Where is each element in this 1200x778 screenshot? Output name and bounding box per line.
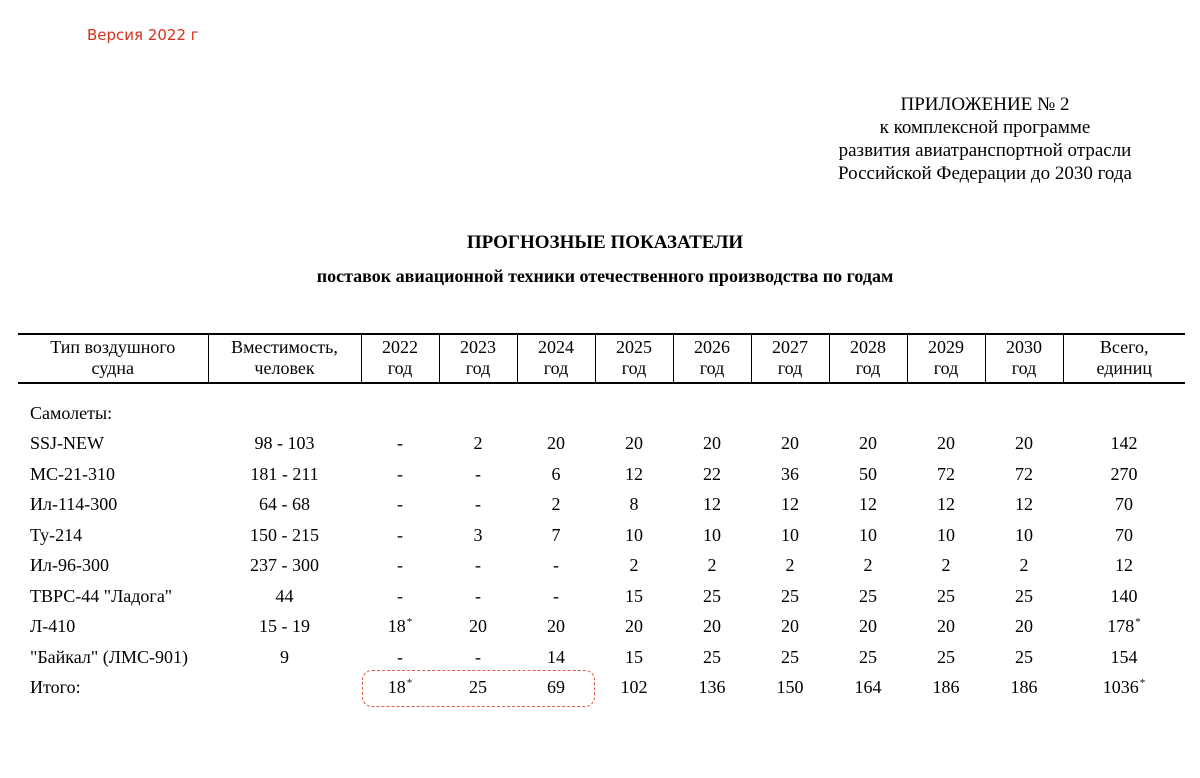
year-cell: 20 xyxy=(1015,433,1033,454)
header-aircraft-type: Тип воздушного судна xyxy=(18,334,208,383)
year-cell: 22 xyxy=(703,463,721,484)
total-cell: 70 xyxy=(1115,524,1133,545)
year-cell: 10 xyxy=(859,524,877,545)
year-cell: 20 xyxy=(547,433,565,454)
year-cell: 25 xyxy=(1015,585,1033,606)
year-cell: - xyxy=(553,555,559,576)
year-cell: 2 xyxy=(707,555,717,576)
year-cell: 20 xyxy=(625,433,643,454)
year-cell xyxy=(361,673,439,704)
document-title: ПРОГНОЗНЫЕ ПОКАЗАТЕЛИ xyxy=(466,232,744,253)
capacity-cell: 237 - 300 xyxy=(250,555,319,576)
total-cell: 270 xyxy=(1110,463,1138,484)
year-cell: 186 xyxy=(1010,677,1038,698)
year-cell: 12 xyxy=(859,494,877,515)
header-year-2026: 2026 год xyxy=(673,334,751,383)
table-row xyxy=(18,520,1185,551)
header-year-2030: 2030 год xyxy=(985,334,1063,383)
year-cell: 20 xyxy=(625,616,643,637)
year-cell: 25 xyxy=(859,585,877,606)
year-cell: 2 xyxy=(629,555,639,576)
section-label: Самолеты: xyxy=(30,402,113,423)
year-cell: 164 xyxy=(854,677,882,698)
year-cell: 10 xyxy=(703,524,721,545)
year-cell: 150 xyxy=(776,677,804,698)
cell-value: 18 xyxy=(387,616,406,637)
year-cell: 72 xyxy=(1015,463,1033,484)
year-cell: 2 xyxy=(863,555,873,576)
header-year-2024: 2024 год xyxy=(517,334,595,383)
total-label: Итого: xyxy=(30,677,81,698)
year-cell: 20 xyxy=(1015,616,1033,637)
year-cell: 25 xyxy=(1015,646,1033,667)
header-year-2028: 2028 год xyxy=(829,334,907,383)
appendix-block xyxy=(780,93,1190,185)
appendix-line-3: развития авиатранспортной отрасли xyxy=(838,140,1132,161)
year-cell xyxy=(361,612,439,643)
year-cell: 25 xyxy=(859,646,877,667)
year-cell: - xyxy=(475,463,481,484)
year-cell: 72 xyxy=(937,463,955,484)
header-year-2027: 2027 год xyxy=(751,334,829,383)
version-label: Версия 2022 г xyxy=(87,26,199,44)
year-cell: - xyxy=(553,585,559,606)
year-cell: 12 xyxy=(937,494,955,515)
footnote-mark: * xyxy=(1139,677,1146,690)
table-row xyxy=(18,551,1185,582)
year-cell: 20 xyxy=(859,433,877,454)
header-year-2025: 2025 год xyxy=(595,334,673,383)
capacity-cell: 9 xyxy=(280,646,289,667)
appendix-line-4: Российской Федерации до 2030 года xyxy=(838,163,1132,184)
total-cell: 142 xyxy=(1110,433,1138,454)
year-cell: 12 xyxy=(703,494,721,515)
table-row xyxy=(18,490,1185,521)
aircraft-name: Л-410 xyxy=(30,616,76,637)
year-cell: 25 xyxy=(781,646,799,667)
total-row xyxy=(18,673,1185,704)
year-cell: 20 xyxy=(703,433,721,454)
year-cell: 2 xyxy=(941,555,951,576)
header-year-2022: 2022 год xyxy=(361,334,439,383)
appendix-line-1: ПРИЛОЖЕНИЕ № 2 xyxy=(900,94,1070,115)
year-cell: 10 xyxy=(1015,524,1033,545)
aircraft-name: "Байкал" (ЛМС-901) xyxy=(30,646,188,667)
capacity-cell: 150 - 215 xyxy=(250,524,319,545)
year-cell: 25 xyxy=(703,585,721,606)
year-cell: 10 xyxy=(937,524,955,545)
year-cell: 25 xyxy=(469,677,487,698)
year-cell: 14 xyxy=(547,646,565,667)
aircraft-name: Ил-114-300 xyxy=(30,494,118,515)
year-cell: 25 xyxy=(781,585,799,606)
table-row xyxy=(18,459,1185,490)
cell-value: 178 xyxy=(1107,616,1135,637)
year-cell: 12 xyxy=(625,463,643,484)
year-cell: 102 xyxy=(620,677,648,698)
year-cell: 10 xyxy=(781,524,799,545)
year-cell: 20 xyxy=(781,433,799,454)
year-cell: - xyxy=(397,524,403,545)
year-cell: 136 xyxy=(698,677,726,698)
appendix-line-2: к комплексной программе xyxy=(879,117,1091,138)
year-cell: 20 xyxy=(781,616,799,637)
cell-value: 1036 xyxy=(1102,677,1139,698)
year-cell: 15 xyxy=(625,585,643,606)
spacer-row xyxy=(18,383,1185,398)
aircraft-name: ТВРС-44 "Ладога" xyxy=(30,585,173,606)
total-cell: 12 xyxy=(1115,555,1133,576)
total-cell: 140 xyxy=(1110,585,1138,606)
year-cell: 2 xyxy=(1019,555,1029,576)
year-cell: 8 xyxy=(629,494,639,515)
year-cell: 25 xyxy=(703,646,721,667)
year-cell: - xyxy=(397,433,403,454)
header-total: Всего, единиц xyxy=(1063,334,1185,383)
year-cell: - xyxy=(397,646,403,667)
year-cell: 50 xyxy=(859,463,877,484)
header-year-2029: 2029 год xyxy=(907,334,985,383)
year-cell: 12 xyxy=(781,494,799,515)
total-cell: 154 xyxy=(1110,646,1138,667)
year-cell: - xyxy=(475,585,481,606)
footnote-mark: * xyxy=(406,677,413,690)
capacity-cell: 64 - 68 xyxy=(259,494,310,515)
year-cell: 3 xyxy=(473,524,483,545)
year-cell: 20 xyxy=(547,616,565,637)
year-cell: - xyxy=(475,494,481,515)
forecast-table xyxy=(18,333,1185,703)
year-cell: 2 xyxy=(785,555,795,576)
table-header-row xyxy=(18,334,1185,383)
document-subtitle: поставок авиационной техники отечественного производства по годам xyxy=(316,266,894,286)
year-cell: 20 xyxy=(859,616,877,637)
table-row xyxy=(18,612,1185,643)
capacity-cell: 181 - 211 xyxy=(250,463,319,484)
year-cell: - xyxy=(397,494,403,515)
year-cell: 20 xyxy=(469,616,487,637)
year-cell: 12 xyxy=(1015,494,1033,515)
year-cell: - xyxy=(475,646,481,667)
capacity-cell: 44 xyxy=(275,585,294,606)
header-capacity: Вместимость, человек xyxy=(208,334,361,383)
footnote-mark: * xyxy=(1135,616,1141,629)
capacity-cell: 98 - 103 xyxy=(254,433,315,454)
header-year-2023: 2023 год xyxy=(439,334,517,383)
aircraft-name: Ту-214 xyxy=(30,524,83,545)
footnote-mark: * xyxy=(406,616,413,629)
year-cell: 25 xyxy=(937,646,955,667)
capacity-cell: 15 - 19 xyxy=(259,616,310,637)
capacity-cell xyxy=(208,673,361,704)
total-cell xyxy=(1063,673,1185,704)
aircraft-name: Ил-96-300 xyxy=(30,555,109,576)
year-cell: - xyxy=(397,555,403,576)
table-row xyxy=(18,581,1185,612)
year-cell: 2 xyxy=(473,433,483,454)
total-cell: 70 xyxy=(1115,494,1133,515)
total-cell xyxy=(1063,612,1185,643)
section-row xyxy=(18,398,1185,429)
year-cell: 36 xyxy=(781,463,799,484)
year-cell: 20 xyxy=(937,616,955,637)
year-cell: 69 xyxy=(547,677,565,698)
aircraft-name: МС-21-310 xyxy=(30,463,115,484)
year-cell: 15 xyxy=(625,646,643,667)
year-cell: 186 xyxy=(932,677,960,698)
year-cell: - xyxy=(397,585,403,606)
table-row xyxy=(18,429,1185,460)
year-cell: 6 xyxy=(551,463,561,484)
aircraft-name: SSJ-NEW xyxy=(30,433,105,454)
year-cell: 10 xyxy=(625,524,643,545)
year-cell: - xyxy=(475,555,481,576)
year-cell: 7 xyxy=(551,524,561,545)
year-cell: - xyxy=(397,463,403,484)
cell-value: 18 xyxy=(387,677,406,698)
year-cell: 2 xyxy=(551,494,561,515)
year-cell: 25 xyxy=(937,585,955,606)
year-cell: 20 xyxy=(703,616,721,637)
year-cell: 20 xyxy=(937,433,955,454)
table-row xyxy=(18,642,1185,673)
